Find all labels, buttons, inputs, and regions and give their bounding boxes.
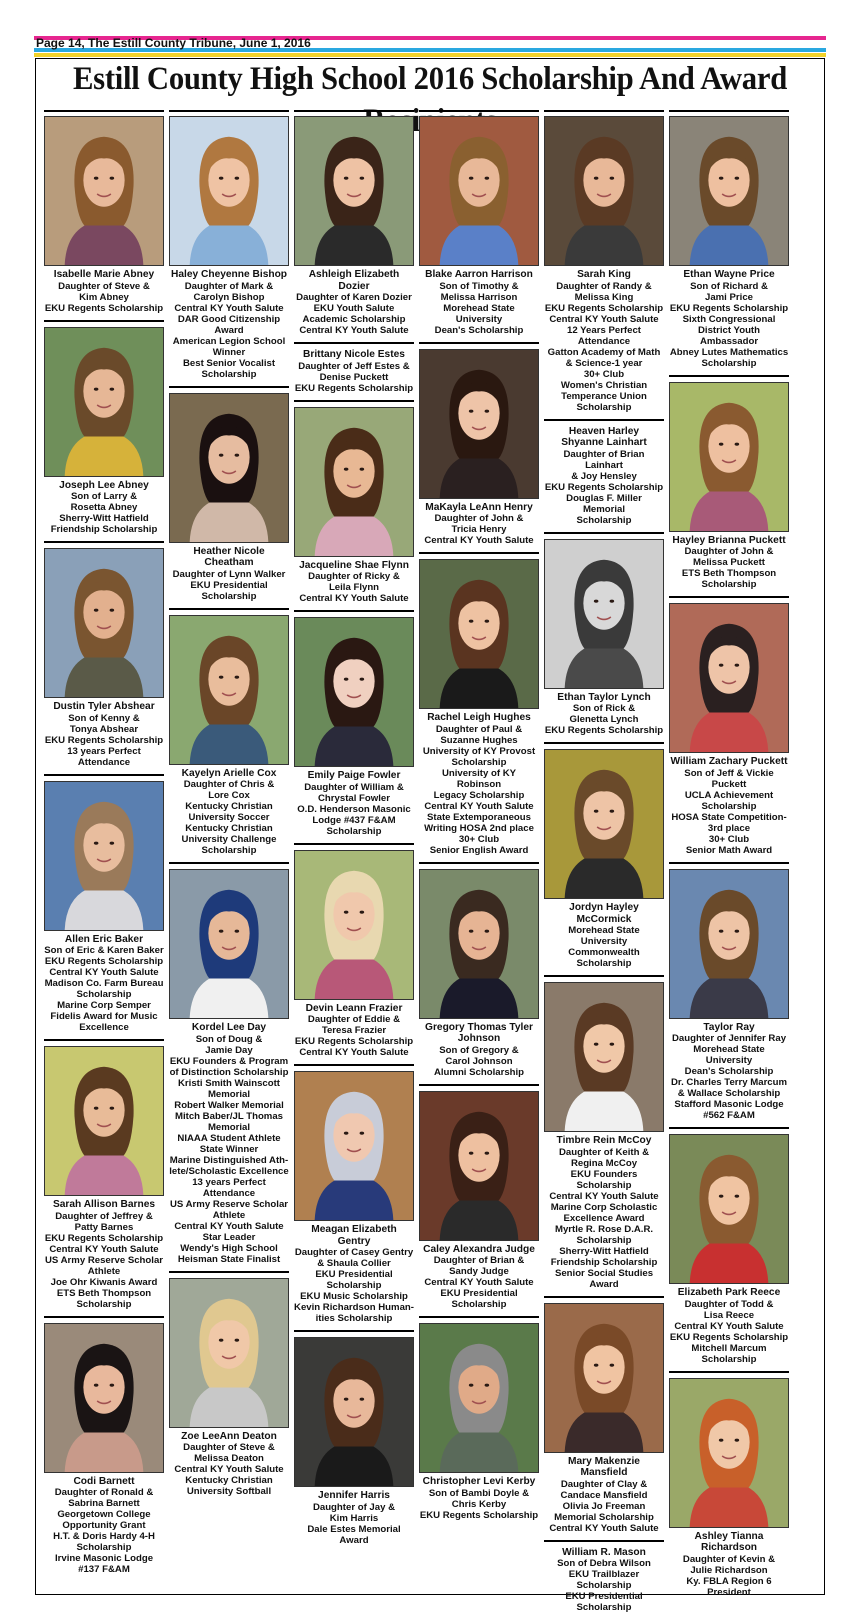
recipient-details: Son of Gregory & Carol Johnson Alumni Scholarship xyxy=(433,1044,525,1078)
entry-divider xyxy=(419,342,539,344)
recipient-name: Jordyn Hayley McCormick xyxy=(569,902,639,925)
recipient-entry xyxy=(419,559,539,856)
recipient-entry xyxy=(669,603,789,856)
recipient-column xyxy=(544,110,664,1613)
recipient-details: Son of Richard & Jami Price EKU Regents Scholarship Sixth Congressional District Youth Ambassador Abney Lutes Mathematics Scholarship xyxy=(669,280,789,369)
recipient-name: William Zachary Puckett xyxy=(670,756,788,767)
masthead: Page 14, The Estill County Tribune, June 1, 2016 xyxy=(36,36,311,50)
recipient-name: Ashleigh Elizabeth Dozier xyxy=(308,269,400,292)
recipient-entry xyxy=(44,327,164,536)
recipient-details: Daughter of William & Chrystal Fowler O.D. Henderson Masonic Lodge #437 F&AM Scholarship xyxy=(297,781,411,837)
recipient-details: Daughter of John & Tricia Henry Central KY Youth Salute xyxy=(424,513,534,546)
recipient-column xyxy=(294,110,414,1546)
recipient-photo xyxy=(419,1091,539,1241)
recipient-photo xyxy=(544,1303,664,1453)
entry-divider xyxy=(169,386,289,388)
recipient-name: Kordel Lee Day xyxy=(191,1022,267,1033)
recipient-details: Daughter of Lynn Walker EKU Presidential Scholarship xyxy=(172,568,286,602)
recipient-details: Daughter of Kevin & Julie Richardson Ky. FBLA Region 6 President xyxy=(682,1553,776,1598)
recipient-photo xyxy=(669,1378,789,1528)
entry-divider xyxy=(419,552,539,554)
recipient-entry xyxy=(669,1134,789,1365)
recipient-photo xyxy=(419,869,539,1019)
recipient-details: Son of Jeff & Vickie Puckett UCLA Achievement Scholarship HOSA State Competition- 3rd place 30+ Club Senior Math Award xyxy=(671,767,787,856)
recipient-entry xyxy=(419,1091,539,1311)
entry-divider xyxy=(169,608,289,610)
recipient-entry xyxy=(544,982,664,1290)
recipient-name: Meagan Elizabeth Gentry xyxy=(311,1224,397,1247)
recipient-entry xyxy=(294,1337,414,1546)
recipient-photo xyxy=(169,615,289,765)
recipient-photo xyxy=(294,1337,414,1487)
recipient-entry xyxy=(169,869,289,1265)
entry-divider xyxy=(419,1084,539,1086)
recipient-details: Daughter of Brian & Sandy Judge Central KY Youth Salute EKU Presidential Scholarship xyxy=(424,1255,534,1310)
recipient-entry xyxy=(44,1323,164,1576)
recipient-entry xyxy=(294,850,414,1059)
recipient-name: Joseph Lee Abney xyxy=(59,479,149,491)
recipient-photo xyxy=(44,1046,164,1196)
entry-divider xyxy=(419,862,539,864)
recipient-name: Ethan Taylor Lynch xyxy=(557,691,651,703)
recipient-name: Hayley Brianna Puckett xyxy=(672,534,786,546)
recipient-photo xyxy=(169,116,289,266)
recipient-photo xyxy=(669,1134,789,1284)
recipient-name: Haley Cheyenne Bishop xyxy=(170,269,288,280)
recipient-entry xyxy=(294,407,414,605)
entry-divider xyxy=(669,1127,789,1129)
page-title: Estill County High School 2016 Scholarship And Award xyxy=(72,61,787,97)
entry-divider xyxy=(294,1064,414,1066)
entry-divider xyxy=(294,1330,414,1332)
recipient-photo xyxy=(44,327,164,477)
recipient-name: Caley Alexandra Judge xyxy=(423,1243,535,1255)
entry-divider xyxy=(669,375,789,377)
entry-divider xyxy=(544,1540,664,1542)
recipient-entry xyxy=(419,349,539,547)
recipient-name: Brittany Nicole Estes xyxy=(303,349,405,360)
recipient-entry xyxy=(294,1071,414,1324)
recipient-name: Devin Leann Frazier xyxy=(305,1002,403,1014)
recipient-entry xyxy=(419,869,539,1078)
recipient-entry xyxy=(544,426,664,526)
recipient-name: Elizabeth Park Reece xyxy=(677,1287,781,1298)
recipient-entry xyxy=(169,615,289,857)
recipient-entry xyxy=(419,116,539,336)
recipient-details: Morehead State University Commonwealth Scholarship xyxy=(568,925,640,969)
entry-divider xyxy=(544,532,664,534)
recipient-details: Son of Larry & Rosetta Abney Sherry-Witt Hatfield Friendship Scholarship xyxy=(50,491,158,535)
recipient-details: Daughter of John & Melissa Puckett ETS Beth Thompson Scholarship xyxy=(681,546,777,590)
entry-divider xyxy=(544,1296,664,1298)
entry-divider xyxy=(44,320,164,322)
recipient-photo xyxy=(169,393,289,543)
recipient-name: Taylor Ray xyxy=(703,1021,755,1033)
recipient-photo xyxy=(544,749,664,899)
recipient-entry xyxy=(294,349,414,394)
entry-divider xyxy=(169,862,289,864)
entry-divider xyxy=(544,975,664,977)
recipient-photo xyxy=(294,407,414,557)
recipient-photo xyxy=(169,1278,289,1428)
entry-divider xyxy=(44,1316,164,1318)
recipient-details: Daughter of Brian Lainhart & Joy Hensley EKU Regents Scholarship Douglas F. Miller Memorial Scholarship xyxy=(544,448,664,526)
entry-divider xyxy=(294,610,414,612)
recipient-entry xyxy=(669,1378,789,1598)
recipient-details: Daughter of Karen Dozier EKU Youth Salute Academic Scholarship Central KY Youth Salute xyxy=(296,292,412,336)
entry-divider xyxy=(44,774,164,776)
recipient-details: Daughter of Clay & Candace Mansfield Olivia Jo Freeman Memorial Scholarship Central KY Youth Salute xyxy=(549,1478,659,1534)
recipient-name: Kayelyn Arielle Cox xyxy=(181,767,277,779)
recipient-details: Son of Bambi Doyle & Chris Kerby EKU Regents Scholarship xyxy=(419,1487,539,1521)
recipient-details: Daughter of Casey Gentry & Shaula Collier EKU Presidential Scholarship EKU Music Scholarship Kevin Richardson Human- ities Scholarship xyxy=(294,1247,414,1324)
recipient-details: Son of Timothy & Melissa Harrison Morehead State University Dean's Scholarship xyxy=(434,280,524,336)
recipient-photo xyxy=(544,982,664,1132)
entry-divider xyxy=(169,1271,289,1273)
recipient-photo xyxy=(419,1323,539,1473)
recipient-name: Jennifer Harris xyxy=(318,1490,390,1501)
recipient-photo xyxy=(544,116,664,266)
recipient-name: Blake Aarron Harrison xyxy=(425,269,533,280)
recipient-details: Daughter of Todd & Lisa Reece Central KY Youth Salute EKU Regents Scholarship Mitchell Marcum Scholarship xyxy=(669,1298,789,1365)
recipient-details: Daughter of Jeff Estes & Denise Puckett EKU Regents Scholarship xyxy=(294,360,414,394)
recipient-details: Daughter of Paul & Suzanne Hughes University of KY Provost Scholarship University of KY Robinson Legacy Scholarship Central KY Youth Salute State Extemporaneous Writing HOSA 2nd place 30+ Club Senior English Award xyxy=(422,723,536,856)
recipient-name: Heaven Harley Shyanne Lainhart xyxy=(561,425,647,448)
recipient-details: Daughter of Keith & Regina McCoy EKU Founders Scholarship Central KY Youth Salute Marine Corp Scholastic Excellence Award Myrtle R. Rose D.A.R. Scholarship Sherry-Witt Hatfield Friendship Scholarship Senior Social Studies Award xyxy=(549,1146,659,1290)
recipient-entry xyxy=(669,116,789,369)
recipient-entry xyxy=(169,116,289,380)
recipient-name: Ethan Wayne Price xyxy=(683,269,775,280)
recipient-photo xyxy=(294,116,414,266)
recipient-details: Son of Doug & Jamie Day EKU Founders & Program of Distinction Scholarship Kristi Smith Wainscott Memorial Robert Walker Memorial Mitch Baber/JL Thomas Memorial NIAAA Student Athlete State Winner Marine Distinguished Ath- lete/Scholastic Excellence 13 years Perfect Attendance US Army Reserve Scholar Athlete Central KY Youth Salute Star Leader Wendy's High School Heisman State Finalist xyxy=(169,1033,289,1265)
recipient-details: Son of Kenny & Tonya Abshear EKU Regents Scholarship 13 years Perfect Attendance xyxy=(44,712,164,768)
entry-divider xyxy=(544,742,664,744)
recipient-name: Isabelle Marie Abney xyxy=(53,269,155,280)
recipient-details: Daughter of Mark & Carolyn Bishop Central KY Youth Salute DAR Good Citizenship Award American Legion School Winner Best Senior Vocalist Scholarship xyxy=(172,280,286,380)
recipient-photo xyxy=(669,603,789,753)
recipient-name: Jacqueline Shae Flynn xyxy=(299,559,409,571)
recipient-details: Daughter of Steve & Kim Abney EKU Regents Scholarship xyxy=(44,280,164,314)
recipient-entry xyxy=(44,1046,164,1310)
recipient-details: Son of Debra Wilson EKU Trailblazer Scholarship EKU Presidential Scholarship xyxy=(557,1558,651,1613)
recipient-details: Son of Rick & Glenetta Lynch EKU Regents Scholarship xyxy=(544,703,664,736)
masthead-stripe-yellow xyxy=(34,53,826,57)
recipient-name: MaKayla LeAnn Henry xyxy=(425,501,533,513)
recipient-details: Daughter of Ricky & Leila Flynn Central KY Youth Salute xyxy=(299,571,409,604)
recipient-photo xyxy=(419,349,539,499)
recipient-entry xyxy=(419,1323,539,1521)
recipient-entry xyxy=(294,617,414,837)
recipient-name: Mary Makenzie Mansfield xyxy=(568,1455,640,1478)
recipient-name: Allen Eric Baker xyxy=(64,933,144,945)
entry-divider xyxy=(44,541,164,543)
entry-divider xyxy=(419,1316,539,1318)
recipient-photo xyxy=(669,116,789,266)
recipient-details: Daughter of Jeffrey & Patty Barnes EKU Regents Scholarship Central KY Youth Salute US Army Reserve Scholar Athlete Joe Ohr Kiwanis Award ETS Beth Thompson Scholarship xyxy=(44,1210,164,1310)
recipient-entry xyxy=(544,1303,664,1534)
recipient-entry xyxy=(544,749,664,969)
recipient-name: Christopher Levi Kerby xyxy=(422,1476,536,1487)
recipient-details: Daughter of Steve & Melissa Deaton Central KY Youth Salute Kentucky Christian University Softball xyxy=(174,1442,284,1497)
recipient-details: Daughter of Jay & Kim Harris Dale Estes Memorial Award xyxy=(307,1501,401,1546)
recipient-details: Daughter of Ronald & Sabrina Barnett Georgetown College Opportunity Grant H.T. & Doris Hardy 4-H Scholarship Irvine Masonic Lodge #137 F&AM xyxy=(53,1487,155,1575)
recipient-photo xyxy=(44,116,164,266)
recipient-photo xyxy=(419,116,539,266)
recipient-name: William R. Mason xyxy=(562,1546,646,1558)
entry-divider xyxy=(294,342,414,344)
recipient-details: Daughter of Jennifer Ray Morehead State University Dean's Scholarship Dr. Charles Terry Marcum & Wallace Scholarship Stafford Masonic Lodge #562 F&AM xyxy=(670,1033,788,1121)
recipient-photo xyxy=(169,869,289,1019)
recipient-name: Sarah Allison Barnes xyxy=(52,1199,156,1210)
recipient-column xyxy=(419,110,539,1521)
recipient-entry xyxy=(44,548,164,768)
recipient-name: Emily Paige Fowler xyxy=(307,770,401,781)
entry-divider xyxy=(669,596,789,598)
recipient-photo xyxy=(44,548,164,698)
recipient-column xyxy=(169,110,289,1497)
recipient-name: Timbre Rein McCoy xyxy=(556,1135,652,1146)
recipient-entry xyxy=(544,116,664,413)
recipient-name: Gregory Thomas Tyler Johnson xyxy=(425,1021,533,1044)
recipient-photo xyxy=(544,539,664,689)
recipient-entry xyxy=(44,116,164,314)
entry-divider xyxy=(294,843,414,845)
entry-divider xyxy=(669,862,789,864)
recipient-details: Daughter of Chris & Lore Cox Kentucky Christian University Soccer Kentucky Christian University Challenge Scholarship xyxy=(181,779,277,856)
recipient-photo xyxy=(294,617,414,767)
recipient-column xyxy=(44,110,164,1575)
recipient-details: Son of Eric & Karen Baker EKU Regents Scholarship Central KY Youth Salute Madison Co. Farm Bureau Scholarship Marine Corp Semper Fidelis Award for Music Excellence xyxy=(44,945,164,1033)
recipient-photo xyxy=(44,1323,164,1473)
recipient-photo xyxy=(669,869,789,1019)
recipient-photo xyxy=(294,850,414,1000)
recipient-name: Ashley Tianna Richardson xyxy=(694,1530,764,1553)
recipient-entry xyxy=(669,382,789,591)
recipient-details: Daughter of Randy & Melissa King EKU Regents Scholarship Central KY Youth Salute 12 Years Perfect Attendance Gatton Academy of Math & Science-1 year 30+ Club Women's Christian Temperance Union Scholarship xyxy=(544,280,664,413)
recipient-name: Codi Barnett xyxy=(73,1475,135,1487)
recipient-entry xyxy=(169,393,289,602)
recipient-entry xyxy=(169,1278,289,1498)
recipient-name: Dustin Tyler Abshear xyxy=(53,701,155,712)
entry-divider xyxy=(544,419,664,421)
recipient-entry xyxy=(669,869,789,1122)
recipient-photo xyxy=(294,1071,414,1221)
recipient-photo xyxy=(44,781,164,931)
entry-divider xyxy=(294,400,414,402)
recipient-photo xyxy=(669,382,789,532)
recipient-photo xyxy=(419,559,539,709)
recipient-entry xyxy=(294,116,414,336)
recipient-column xyxy=(669,110,789,1598)
recipient-entry xyxy=(544,539,664,737)
entry-divider xyxy=(669,1371,789,1373)
recipient-name: Zoe LeeAnn Deaton xyxy=(181,1430,277,1442)
recipient-name: Heather Nicole Cheatham xyxy=(193,545,265,568)
entry-divider xyxy=(44,1039,164,1041)
recipient-name: Rachel Leigh Hughes xyxy=(427,712,531,723)
recipient-name: Sarah King xyxy=(577,269,631,280)
recipient-entry xyxy=(44,781,164,1034)
recipient-details: Daughter of Eddie & Teresa Frazier EKU Regents Scholarship Central KY Youth Salute xyxy=(294,1014,414,1058)
recipient-entry xyxy=(544,1547,664,1614)
